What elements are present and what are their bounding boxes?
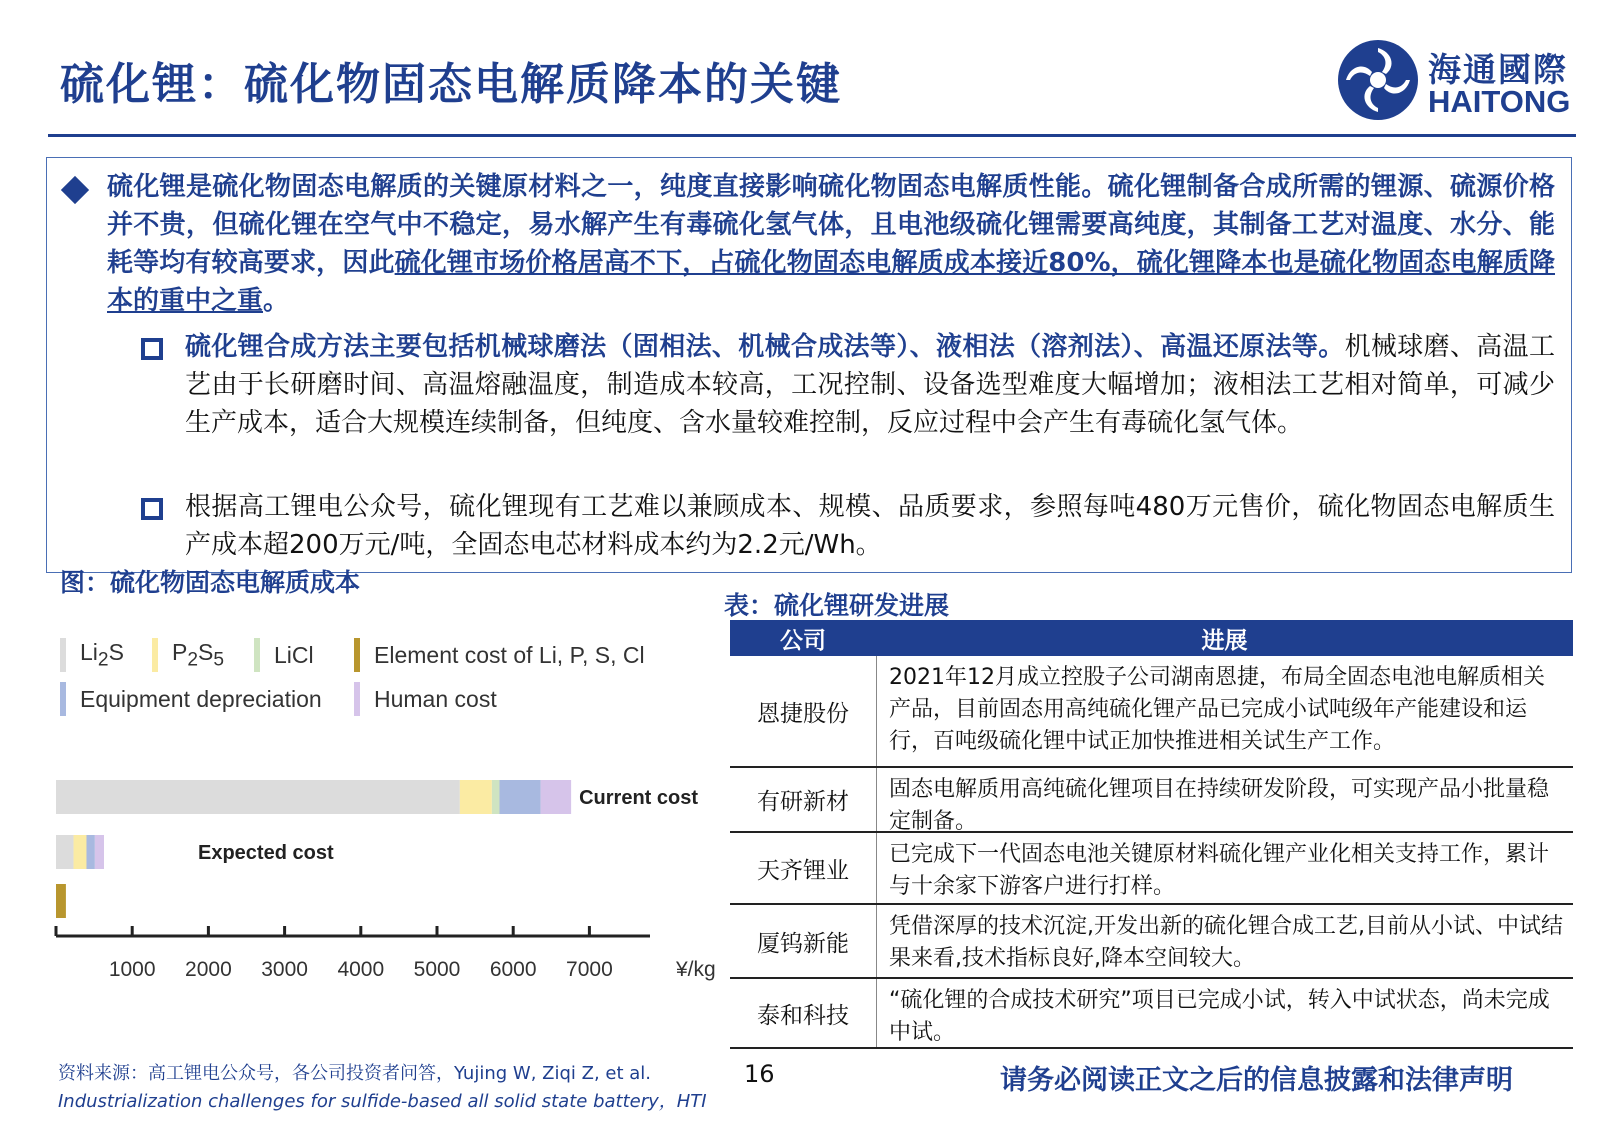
summary-main-text: 硫化锂是硫化物固态电解质的关键原材料之一，纯度直接影响硫化物固态电解质性能。硫化锂制备合成所需的锂源、硫源价格并不贵，但硫化锂在空气中不稳定，易水解产生有毒硫化氢气体，且电池级硫化锂需要高纯度，其制备工艺对温度、水分、能耗等均有较高要求，因此: [107, 172, 1555, 278]
row-company: 泰和科技: [730, 979, 877, 1047]
table-row: [730, 905, 1573, 979]
summary-paragraph-methods: [185, 328, 1555, 442]
row-company: 恩捷股份: [730, 656, 877, 766]
diamond-bullet-icon: [61, 176, 89, 204]
table-row: [730, 833, 1573, 905]
x-tick-label: 3000: [261, 958, 308, 981]
bar-segment-human: [541, 780, 571, 814]
bar-segment-licl: [492, 780, 500, 814]
header-company: 公司: [780, 627, 826, 654]
table-row: [730, 979, 1573, 1049]
methods-detail: 机械球磨、高温工艺由于长研磨时间、高温熔融温度，制造成本较高，工况控制、设备选型难度大幅增加；液相法工艺相对简单，可减少生产成本，适合大规模连续制备，但纯度、含水量较难控制，反应过程中会产生有毒硫化氢气体。: [185, 332, 1555, 438]
legend-item-human: [354, 682, 497, 716]
row-company: 有研新材: [730, 768, 877, 831]
bar-segment-human: [95, 835, 104, 869]
legend-swatch-p2s5: [152, 638, 158, 672]
x-tick-label: 7000: [566, 958, 613, 981]
bar-label: Current cost: [579, 787, 699, 809]
legend-item-element: [354, 638, 645, 672]
legend-item-equip: [60, 682, 322, 716]
methods-lead: 硫化锂合成方法主要包括机械球磨法（固相法、机械合成法等）、液相法（溶剂法）、高温还原法等。: [185, 332, 1345, 362]
header-divider: [48, 134, 1576, 137]
source-line-1: 资料来源：高工锂电公众号，各公司投资者问答，Yujing W, Ziqi Z, et al.: [58, 1063, 651, 1084]
table-caption: 表：硫化锂研发进展: [724, 591, 950, 620]
header-progress: 进展: [1201, 627, 1248, 654]
summary-box: [46, 157, 1572, 573]
logo-chinese-text: 海通國際: [1428, 50, 1568, 89]
summary-paragraph-main: [107, 168, 1555, 320]
legend-swatch-equip: [60, 682, 66, 716]
x-tick-label: 6000: [489, 958, 537, 981]
bar-segment-p2s5: [74, 835, 87, 869]
page-number: 16: [744, 1060, 775, 1088]
summary-main-end: 。: [263, 286, 290, 316]
haitong-emblem-icon: [1336, 38, 1420, 122]
square-bullet-icon: [141, 498, 163, 520]
legend-swatch-element: [354, 638, 360, 672]
bar-segment-p2s5: [460, 780, 492, 814]
x-tick-label: 1000: [108, 958, 156, 981]
legend-swatch-li2s: [60, 638, 66, 672]
disclaimer: 请务必阅读正文之后的信息披露和法律声明: [1000, 1065, 1513, 1096]
table-header: [730, 620, 1573, 656]
square-bullet-icon: [141, 338, 163, 360]
table-row: [730, 768, 1573, 833]
legend-item-li2s: [60, 638, 124, 672]
row-progress: 固态电解质用高纯硫化锂项目在持续研发阶段，可实现产品小批量稳定制备。: [889, 777, 1550, 834]
x-tick-label: 4000: [337, 958, 385, 981]
cost-chart: [50, 780, 730, 1020]
row-progress: 凭借深厚的技术沉淀,开发出新的硫化锂合成工艺,目前从小试、中试结果来看,技术指标良好,降本空间较大。: [889, 914, 1563, 971]
source-note: [58, 1060, 707, 1116]
x-tick-label: 2000: [185, 958, 232, 981]
row-progress: 2021年12月成立控股子公司湖南恩捷，布局全固态电池电解质相关产品，目前固态用高纯硫化锂产品已完成小试吨级年产能建设和运行，百吨级硫化锂中试正加快推进相关试生产工作。: [889, 665, 1545, 754]
summary-paragraph-cost: 根据高工锂电公众号，硫化锂现有工艺难以兼顾成本、规模、品质要求，参照每吨480万元售价，硫化物固态电解质生产成本超200万元/吨，全固态电芯材料成本约为2.2元/Wh。: [185, 492, 1555, 560]
legend-label-licl: LiCl: [274, 641, 314, 668]
summary-main-highlight: 硫化锂市场价格居高不下，占硫化物固态电解质成本接近80%，硫化锂降本也是硫化物固态电解质降本的重中之重: [107, 248, 1555, 316]
legend-label-p2s5: $P_2S_5$: [172, 638, 224, 671]
figure-caption: 图：硫化物固态电解质成本: [60, 568, 361, 597]
bar-segment-li2s: [56, 780, 460, 814]
progress-table: [730, 620, 1573, 1049]
page-title: 硫化锂：硫化物固态电解质降本的关键: [60, 59, 842, 110]
bar-segment-li2s: [56, 835, 74, 869]
bar-segment-element: [56, 884, 66, 918]
legend-swatch-licl: [254, 638, 260, 672]
legend-label-element: Element cost of Li, P, S, Cl: [374, 641, 645, 668]
legend-item-p2s5: [152, 638, 224, 672]
bar-segment-equip: [499, 780, 540, 814]
row-progress: “硫化锂的合成技术研究”项目已完成小试，转入中试状态，尚未完成中试。: [889, 988, 1550, 1045]
logo-english-text: HAITONG: [1428, 84, 1571, 119]
x-axis-unit: ¥/kg: [676, 958, 716, 981]
legend-label-human: Human cost: [374, 685, 497, 712]
legend-swatch-human: [354, 682, 360, 716]
legend-label-equip: Equipment depreciation: [80, 685, 322, 712]
legend-label-li2s: $Li_2S$: [80, 638, 124, 671]
bar-label: Expected cost: [198, 842, 334, 864]
haitong-logo: [1336, 38, 1586, 124]
row-company: 厦钨新能: [730, 905, 877, 977]
legend-item-licl: [254, 638, 314, 672]
table-row: [730, 656, 1573, 768]
row-company: 天齐锂业: [730, 833, 877, 903]
row-progress: 已完成下一代固态电池关键原材料硫化锂产业化相关支持工作，累计与十余家下游客户进行打样。: [889, 842, 1550, 899]
x-tick-label: 5000: [413, 958, 461, 981]
source-line-2: Industrialization challenges for sulfide-based all solid state battery，HTI: [58, 1091, 707, 1112]
bar-segment-equip: [86, 835, 94, 869]
